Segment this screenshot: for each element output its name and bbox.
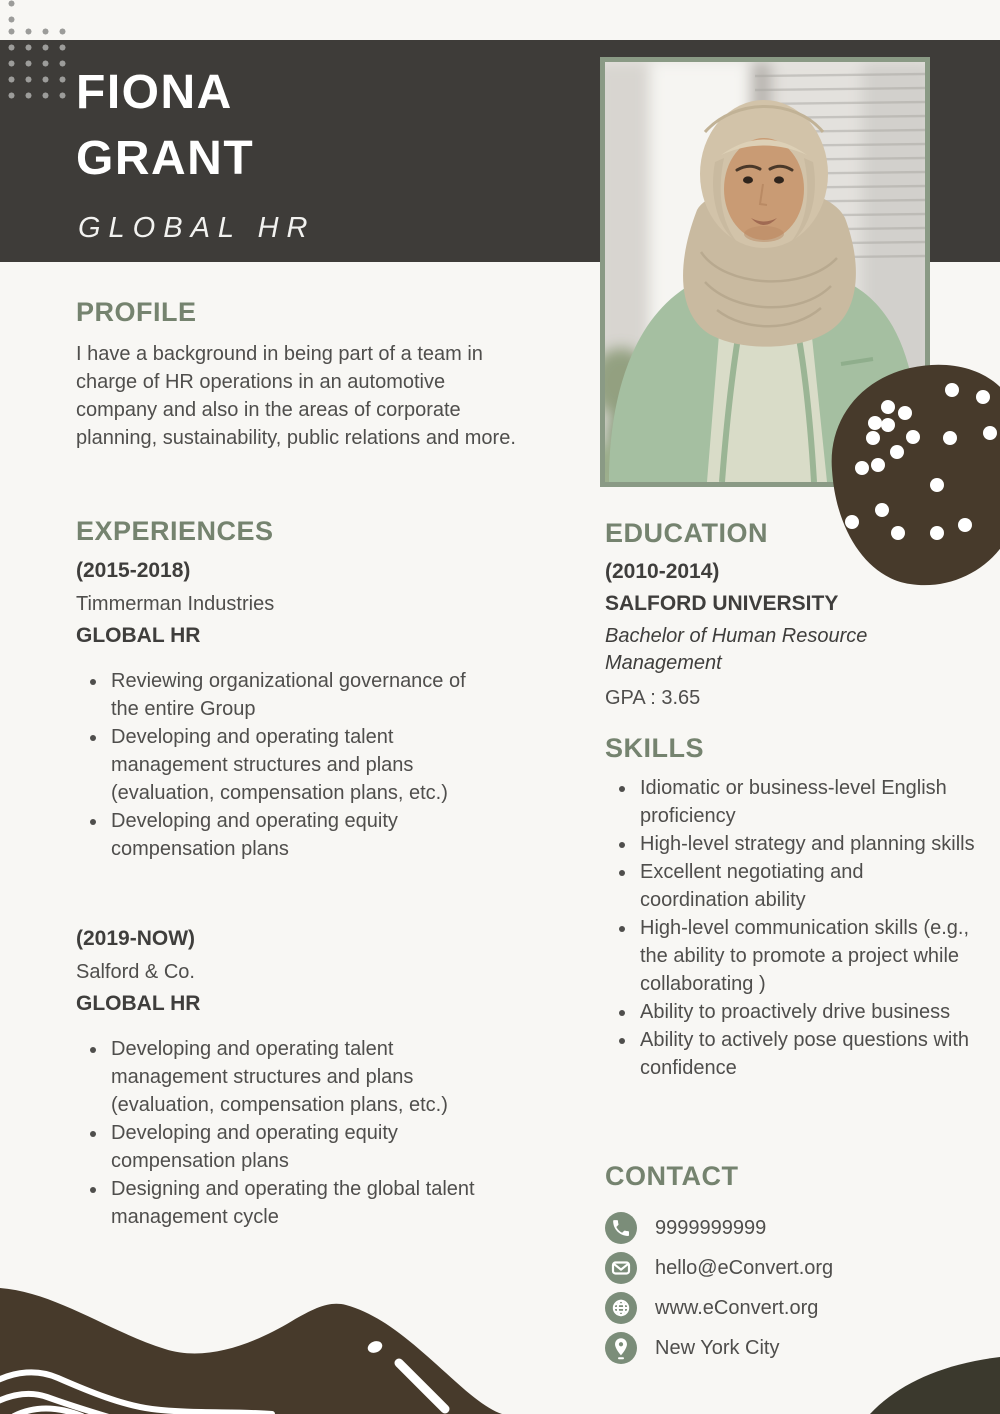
- contact-location: New York City: [655, 1336, 780, 1359]
- phone-icon: [605, 1212, 637, 1244]
- dot-grid-decoration: [8, 28, 72, 106]
- skill-item: • Excellent negotiating and coordination ability: [637, 858, 977, 914]
- job-role: GLOBAL HR: [76, 624, 201, 647]
- experience-entry-2: [76, 926, 516, 1231]
- globe-icon: [605, 1292, 637, 1324]
- job-bullet: • Developing and operating equity compensation plans: [108, 807, 484, 863]
- profile-text: I have a background in being part of a team in charge of HR operations in an automotive company and also in the areas of corporate planning, sustainability, public relations and more.: [76, 343, 516, 449]
- job-period: (2019-NOW): [76, 927, 196, 950]
- profile-heading: PROFILE: [76, 297, 197, 327]
- job-company: Salford & Co.: [76, 961, 195, 983]
- skill-item: • High-level strategy and planning skills: [637, 830, 977, 858]
- contact-row-website: [605, 1292, 833, 1324]
- job-bullet-list: [76, 1035, 484, 1231]
- location-icon: [605, 1332, 637, 1364]
- experiences-heading: EXPERIENCES: [76, 516, 274, 546]
- skill-item: • High-level communication skills (e.g., the ability to promote a project while collaborating ): [637, 914, 977, 998]
- job-title: GLOBAL HR: [78, 212, 316, 244]
- profile-section: [76, 296, 524, 452]
- job-period: (2015-2018): [76, 559, 191, 582]
- contact-row-email: [605, 1252, 833, 1284]
- contact-row-location: [605, 1332, 833, 1364]
- education-heading: EDUCATION: [605, 518, 768, 548]
- contact-website: www.eConvert.org: [655, 1296, 819, 1319]
- job-role: GLOBAL HR: [76, 992, 201, 1015]
- skills-heading: SKILLS: [605, 733, 705, 763]
- contact-row-phone: [605, 1212, 833, 1244]
- first-name: FIONA: [76, 66, 233, 119]
- job-bullet: • Developing and operating equity compensation plans: [108, 1119, 484, 1175]
- contact-email: hello@eConvert.org: [655, 1256, 834, 1279]
- skill-item: • Idiomatic or business-level English proficiency: [637, 774, 977, 830]
- job-bullet: • Designing and operating the global talent management cycle: [108, 1175, 484, 1231]
- contact-heading: CONTACT: [605, 1161, 739, 1191]
- job-bullet-list: [76, 667, 484, 863]
- olive-corner-shape: [870, 1352, 1000, 1414]
- skills-list: [605, 774, 977, 1082]
- skill-item: • Ability to actively pose questions with confidence: [637, 1026, 977, 1082]
- dot-grid-decoration-top: [8, 0, 20, 30]
- contact-phone: 9999999999: [655, 1216, 767, 1239]
- experience-entry-1: [76, 558, 516, 863]
- skill-item: • Ability to proactively drive business: [637, 998, 977, 1026]
- education-period: (2010-2014): [605, 560, 720, 583]
- brown-wave-blob-bottom: [0, 1250, 1000, 1414]
- education-school: SALFORD UNIVERSITY: [605, 592, 839, 615]
- education-degree: Bachelor of Human Resource Management: [605, 625, 868, 674]
- contact-list: [605, 1212, 833, 1364]
- education-gpa: GPA : 3.65: [605, 687, 701, 709]
- job-bullet: • Developing and operating talent management structures and plans (evaluation, compensation plans, etc.): [108, 1035, 484, 1119]
- job-bullet: • Developing and operating talent management structures and plans (evaluation, compensation plans, etc.): [108, 723, 484, 807]
- education-section: [605, 517, 965, 711]
- job-company: Timmerman Industries: [76, 593, 275, 615]
- job-bullet: • Reviewing organizational governance of the entire Group: [108, 667, 484, 723]
- last-name: GRANT: [76, 132, 255, 185]
- email-icon: [605, 1252, 637, 1284]
- name-block: [76, 60, 254, 192]
